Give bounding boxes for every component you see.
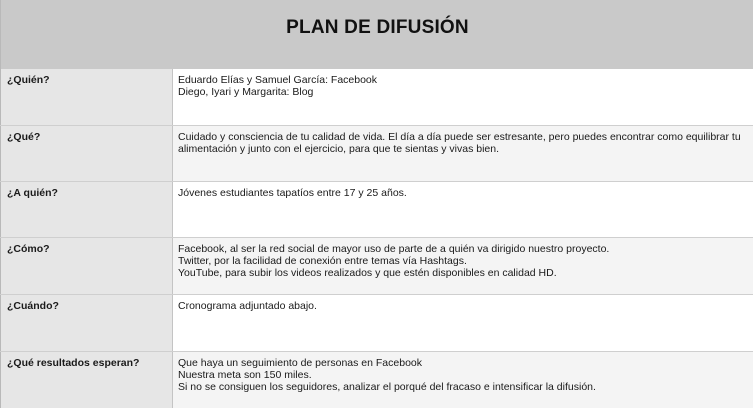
answer-line: Diego, Iyari y Margarita: Blog: [178, 86, 314, 98]
answer-line: Eduardo Elías y Samuel García: Facebook: [178, 74, 378, 86]
answer-cell: [173, 69, 753, 125]
question-cell: ¿Cuándo?: [0, 295, 173, 351]
answer-line: Cronograma adjuntado abajo.: [178, 300, 317, 312]
question-cell: ¿Qué resultados esperan?: [0, 352, 173, 408]
answer-line: Nuestra meta son 150 miles.: [178, 369, 312, 381]
question-cell: ¿A quién?: [0, 182, 173, 237]
answer-cell: [173, 238, 753, 294]
answer-cell: [173, 126, 753, 181]
answer-cell: [173, 182, 753, 237]
answer-line: YouTube, para subir los videos realizados y que estén disponibles en calidad HD.: [178, 267, 557, 279]
answer-line: Facebook, al ser la red social de mayor uso de parte de a quién va dirigido nuestro proyecto.: [178, 243, 610, 255]
title-row: [0, 0, 753, 69]
answer-line: Jóvenes estudiantes tapatíos entre 17 y 25 años.: [178, 187, 407, 199]
answer-line: Twitter, por la facilidad de conexión entre temas vía Hashtags.: [178, 255, 467, 267]
table-row-a-quien: [0, 182, 753, 238]
answer-line: Si no se consiguen los seguidores, analizar el porqué del fracaso e intensificar la difusión.: [178, 381, 596, 393]
answer-cell: [173, 352, 753, 408]
answer-line: Que haya un seguimiento de personas en Facebook: [178, 357, 422, 369]
table-row-resultados: [0, 352, 753, 408]
table-row-quien: [0, 69, 753, 126]
question-cell: ¿Quién?: [0, 69, 173, 125]
table-row-que: [0, 126, 753, 182]
table-row-cuando: [0, 295, 753, 352]
page-title: PLAN DE DIFUSIÓN: [286, 17, 469, 38]
table-row-como: [0, 238, 753, 295]
answer-line: Cuidado y consciencia de tu calidad de vida. El día a día puede ser estresante, pero puedes encontrar como equilibrar tu: [178, 131, 741, 143]
answer-cell: [173, 295, 753, 351]
question-cell: ¿Qué?: [0, 126, 173, 181]
question-cell: ¿Cómo?: [0, 238, 173, 294]
answer-line: alimentación y junto con el ejercicio, para que te sientas y vivas bien.: [178, 143, 500, 155]
